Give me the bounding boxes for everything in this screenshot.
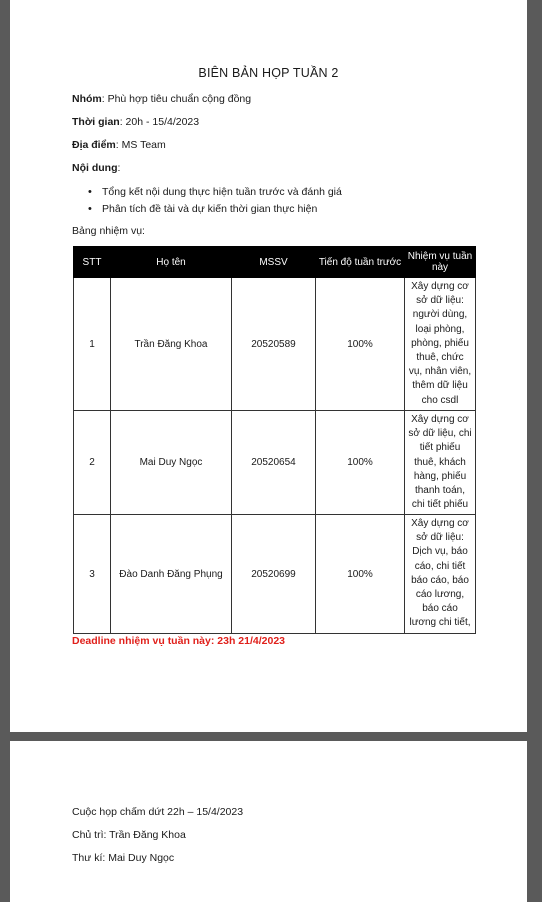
task-line: Xây dựng cơ — [411, 281, 469, 292]
cell-name: Trần Đăng Khoa — [111, 278, 232, 411]
task-line: vụ, nhân viên, — [408, 366, 472, 378]
header-task: Nhiệm vụ tuần này — [405, 247, 476, 278]
cell-progress: 100% — [316, 411, 405, 515]
agenda-item: • Tổng kết nội dung thực hiện tuần trước và đánh giá — [88, 184, 342, 201]
task-line: lương chi tiết, — [409, 617, 471, 629]
header-stt: STT — [74, 247, 111, 278]
task-line: thêm dữ liệu — [412, 380, 468, 392]
document-title: BIÊN BẢN HỌP TUẦN 2 — [198, 66, 339, 80]
task-line: hàng, phiếu — [413, 470, 467, 482]
task-line: loại phòng, — [415, 323, 465, 335]
task-line: báo cáo, báo — [411, 574, 469, 586]
cell-progress: 100% — [316, 278, 405, 411]
cell-name: Mai Duy Ngọc — [111, 411, 232, 515]
task-line: chi tiết phiếu — [411, 499, 469, 511]
task-line: người dùng, — [412, 309, 468, 321]
place-value: : MS Team — [115, 139, 166, 151]
task-line: thuê, chức — [416, 352, 464, 364]
task-line: cáo lương, — [415, 589, 465, 601]
task-line: Dịch vụ, báo — [412, 546, 468, 558]
meeting-chair: Chủ trì: Trần Đăng Khoa — [72, 829, 186, 841]
task-line: phòng, phiếu — [411, 337, 469, 349]
header-name: Họ tên — [111, 247, 232, 278]
agenda-list — [88, 184, 342, 218]
task-table — [73, 246, 476, 634]
cell-task — [405, 515, 476, 634]
cell-stt: 1 — [74, 278, 111, 411]
task-line: thanh toán, — [414, 485, 466, 497]
table-row — [74, 515, 476, 634]
time-label: Thời gian — [72, 116, 120, 128]
table-caption: Bảng nhiệm vụ: — [72, 225, 145, 237]
group-label: Nhóm — [72, 93, 102, 105]
task-line: sở dữ liệu: — [416, 295, 464, 307]
deadline-note: Deadline nhiệm vụ tuần này: 23h 21/4/2023 — [72, 635, 285, 647]
cell-mssv: 20520589 — [232, 278, 316, 411]
task-line: sở dữ liệu: — [416, 532, 464, 544]
task-line: cáo, chi tiết — [414, 560, 466, 572]
table-row — [74, 411, 476, 515]
task-line: sở dữ liệu, chi — [408, 428, 472, 440]
group-line — [72, 93, 251, 105]
header-progress: Tiến độ tuần trước — [316, 247, 405, 278]
task-line: báo cáo — [422, 603, 458, 615]
place-label: Địa điểm — [72, 139, 116, 151]
task-line: Xây dựng cơ — [411, 414, 469, 425]
place-line — [72, 139, 166, 151]
table-header-row — [74, 247, 476, 278]
meeting-secretary: Thư kí: Mai Duy Ngọc — [72, 852, 175, 864]
cell-mssv: 20520654 — [232, 411, 316, 515]
header-mssv: MSSV — [232, 247, 316, 278]
task-line: thuê, khách — [414, 456, 466, 468]
document-page-2 — [10, 741, 527, 902]
cell-stt: 2 — [74, 411, 111, 515]
document-page-1 — [10, 0, 527, 732]
task-line: cho csdl — [421, 394, 459, 406]
task-line: tiết phiếu — [419, 442, 461, 454]
content-line — [72, 162, 120, 174]
time-line — [72, 116, 199, 128]
agenda-item: • Phân tích đề tài và dự kiến thời gian thực hiện — [88, 201, 342, 218]
cell-name: Đào Danh Đăng Phụng — [111, 515, 232, 634]
cell-task — [405, 278, 476, 411]
meeting-end-time: Cuộc họp chấm dứt 22h – 15/4/2023 — [72, 806, 244, 818]
cell-stt: 3 — [74, 515, 111, 634]
content-suffix: : — [117, 162, 121, 174]
time-value: : 20h - 15/4/2023 — [119, 116, 200, 128]
table-row — [74, 278, 476, 411]
cell-mssv: 20520699 — [232, 515, 316, 634]
cell-progress: 100% — [316, 515, 405, 634]
content-label: Nội dung — [72, 162, 118, 174]
task-line: Xây dựng cơ — [411, 518, 469, 529]
cell-task — [405, 411, 476, 515]
group-value: : Phù hợp tiêu chuẩn cộng đồng — [101, 93, 252, 105]
